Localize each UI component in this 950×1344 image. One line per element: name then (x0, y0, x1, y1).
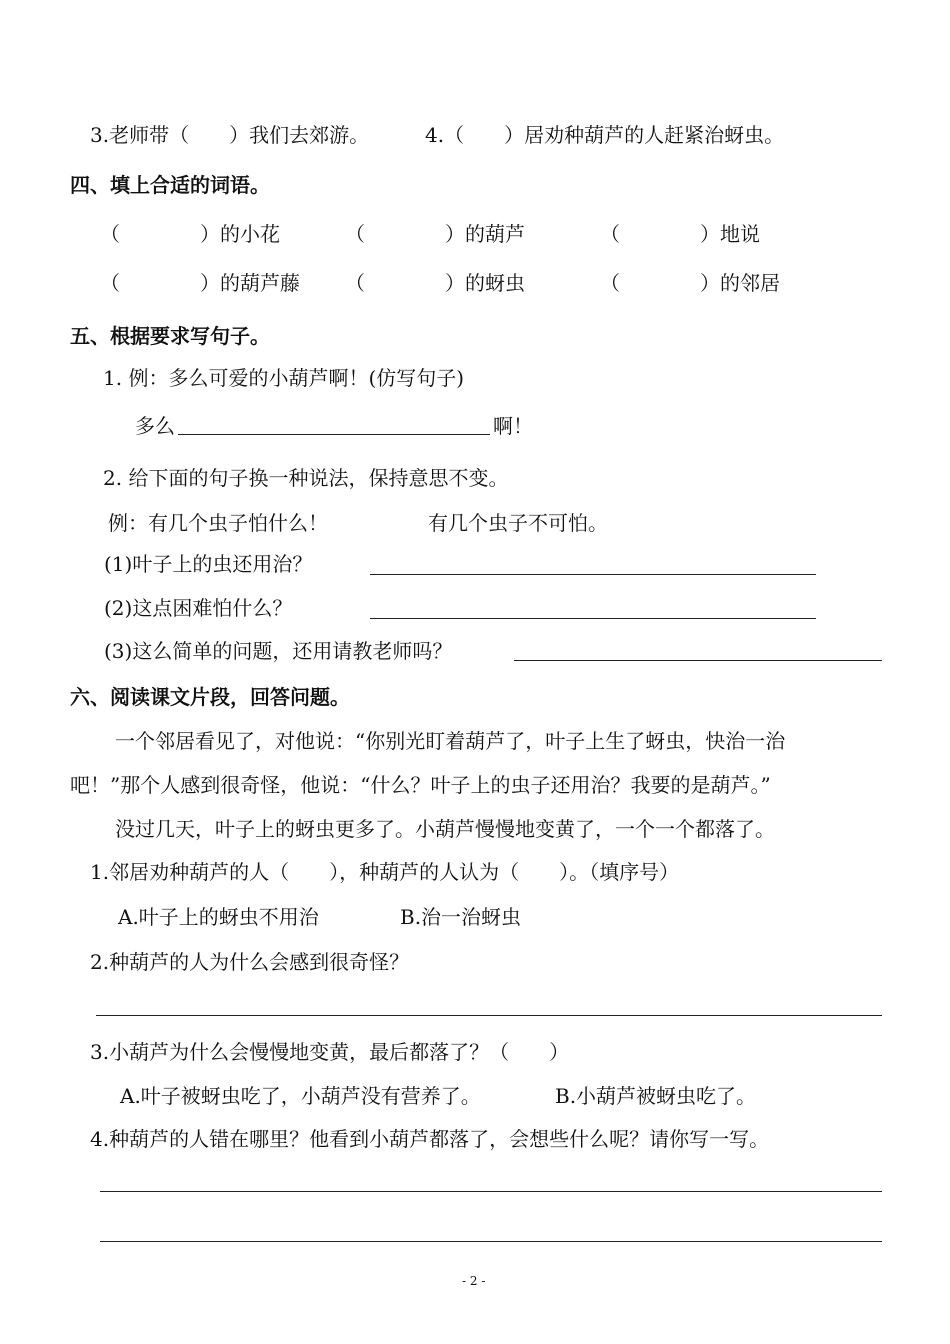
fill-item-3: 3.老师带（ ）我们去郊游。 (90, 123, 370, 147)
section-4-title: 四、填上合适的词语。 (70, 173, 270, 197)
word-blank-4: （ ）的葫芦藤 (100, 271, 300, 295)
s6-question-2: 2.种葫芦的人为什么会感到很奇怪？ (90, 950, 410, 974)
s5-q2-item-1-answer-line[interactable] (370, 574, 816, 575)
s5-q1-suffix: 啊！ (493, 414, 533, 438)
word-blank-6: （ ）的邻居 (600, 271, 780, 295)
s5-q2-item-1: (1)叶子上的虫还用治？ (104, 552, 313, 576)
s6-q1-option-a: A.叶子上的蚜虫不用治 (118, 905, 319, 929)
s5-question-2: 2. 给下面的句子换一种说法，保持意思不变。 (103, 466, 509, 490)
s6-question-1: 1.邻居劝种葫芦的人（ ），种葫芦的人认为（ ）。（填序号） (90, 860, 680, 884)
passage-line-2: 吧！”那个人感到很奇怪，他说：“什么？叶子上的虫子还用治？我要的是葫芦。” (70, 773, 771, 797)
s6-q3-option-b: B.小葫芦被蚜虫吃了。 (555, 1084, 757, 1108)
s6-q4-answer-line-1[interactable] (100, 1191, 882, 1192)
word-blank-3: （ ）地说 (600, 222, 760, 246)
s6-q3-option-a: A.叶子被蚜虫吃了，小葫芦没有营养了。 (120, 1084, 481, 1108)
s6-q1-option-b: B.治一治蚜虫 (400, 905, 522, 929)
s6-q4-answer-line-2[interactable] (100, 1241, 882, 1242)
word-blank-2: （ ）的葫芦 (345, 222, 525, 246)
page-number: - 2 - (462, 1274, 486, 1288)
s6-question-3: 3.小葫芦为什么会慢慢地变黄，最后都落了？（ ） (90, 1040, 570, 1064)
s5-q2-item-3: (3)这么简单的问题，还用请教老师吗？ (104, 639, 453, 663)
word-blank-1: （ ）的小花 (100, 222, 280, 246)
section-6-title: 六、阅读课文片段，回答问题。 (70, 685, 350, 709)
s5-q1-answer-line[interactable] (178, 434, 490, 435)
fill-item-4: 4.（ ）居劝种葫芦的人赶紧治蚜虫。 (425, 123, 785, 147)
s6-question-4: 4.种葫芦的人错在哪里？他看到小葫芦都落了，会想些什么呢？请你写一写。 (90, 1127, 770, 1151)
passage-line-1: 一个邻居看见了，对他说：“你别光盯着葫芦了，叶子上生了蚜虫，快治一治 (115, 729, 786, 753)
s5-q2-item-3-answer-line[interactable] (514, 660, 882, 661)
s5-q2-example-a: 例：有几个虫子怕什么！ (108, 511, 328, 535)
s5-q1-prefix: 多么 (135, 414, 175, 438)
s5-q2-item-2: (2)这点困难怕什么？ (104, 596, 293, 620)
s5-question-1: 1. 例：多么可爱的小葫芦啊！(仿写句子) (103, 366, 465, 390)
passage-line-3: 没过几天，叶子上的蚜虫更多了。小葫芦慢慢地变黄了，一个一个都落了。 (115, 817, 775, 841)
word-blank-5: （ ）的蚜虫 (345, 271, 525, 295)
section-5-title: 五、根据要求写句子。 (70, 324, 270, 348)
s5-q2-item-2-answer-line[interactable] (370, 618, 816, 619)
s6-q2-answer-line[interactable] (96, 1015, 882, 1016)
s5-q2-example-b: 有几个虫子不可怕。 (428, 511, 608, 535)
